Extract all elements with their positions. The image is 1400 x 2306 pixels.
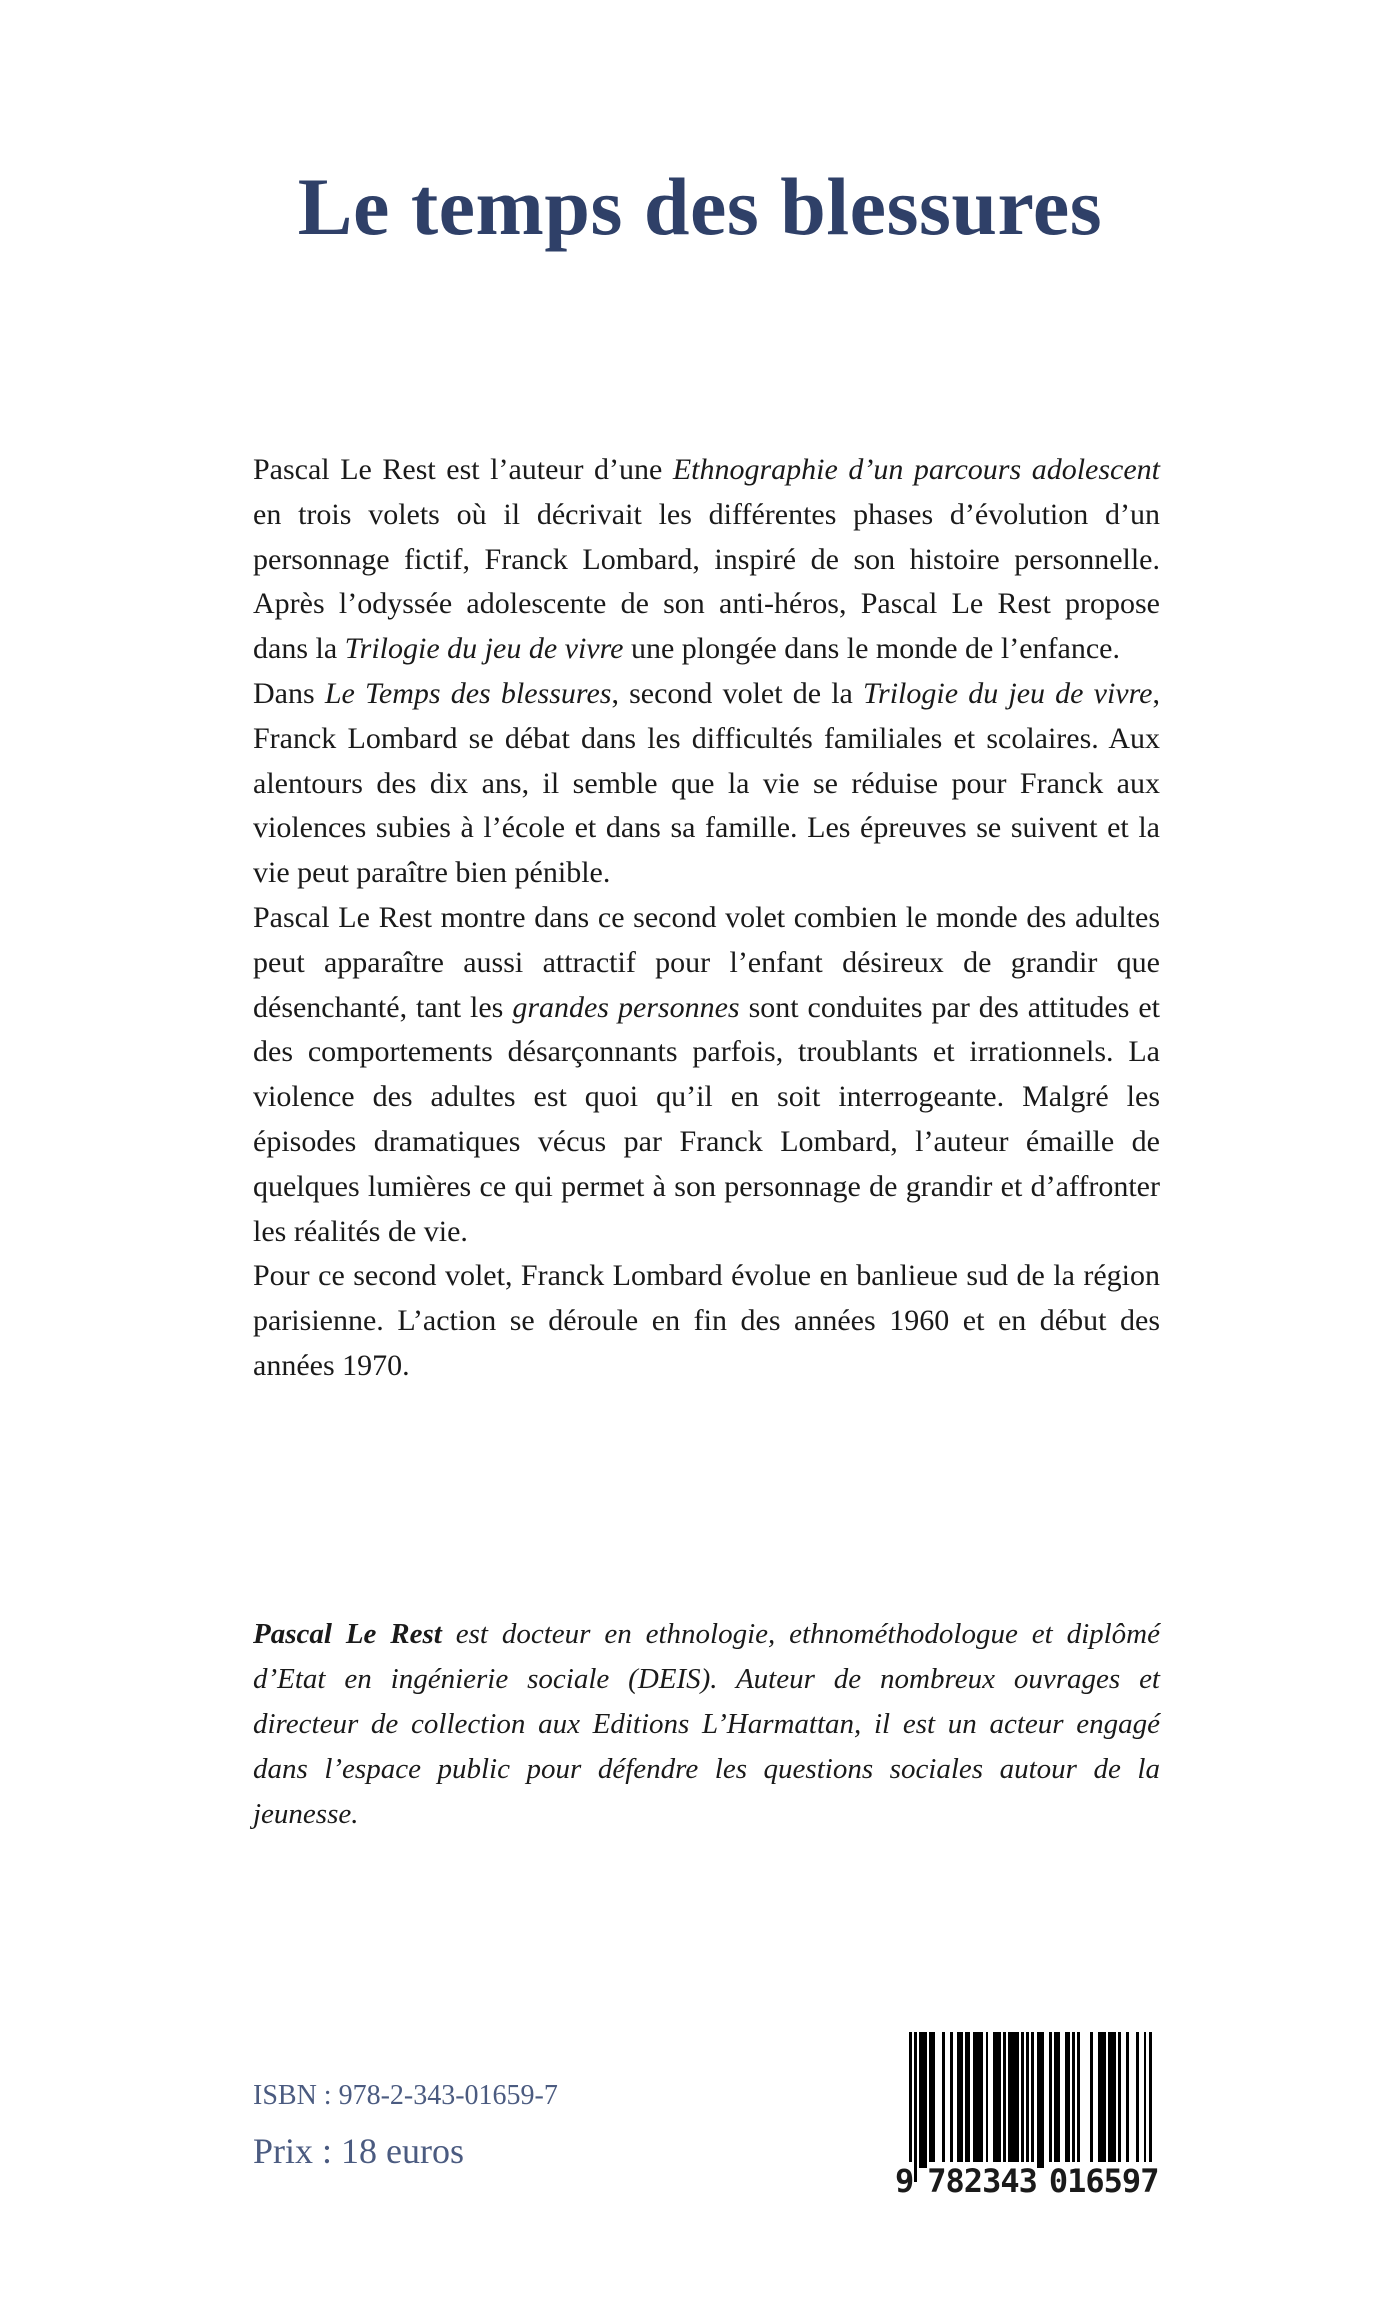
isbn: ISBN : 978-2-343-01659-7 bbox=[253, 2080, 558, 2111]
description-paragraph bbox=[253, 672, 1160, 896]
italic-title: Le Temps des blessures bbox=[324, 676, 612, 710]
text: Dans bbox=[253, 676, 325, 710]
barcode-bar bbox=[1026, 2032, 1029, 2182]
barcode-bar bbox=[960, 2032, 963, 2168]
text: une plongée dans le monde de l’enfance. bbox=[623, 632, 1120, 666]
barcode-bar bbox=[914, 2032, 917, 2182]
italic-title: Ethnographie d’un parcours adolescent bbox=[672, 453, 1160, 486]
price: Prix : 18 euros bbox=[253, 2131, 464, 2171]
barcode-bar bbox=[1149, 2032, 1152, 2182]
italic-phrase: grandes personnes bbox=[512, 990, 740, 1024]
barcode-number bbox=[895, 2162, 1167, 2200]
barcode-bar bbox=[950, 2032, 953, 2168]
author-name: Pascal Le Rest bbox=[253, 1618, 442, 1650]
barcode-bar bbox=[1072, 2032, 1075, 2168]
barcode-bar bbox=[1144, 2032, 1147, 2182]
barcode-bars bbox=[895, 2032, 1167, 2168]
barcode-first-digit: 9 bbox=[895, 2162, 914, 2200]
text: Pascal Le Rest montre dans ce second volet combien le monde des adultes peut apparaître aussi attractif pour l’enfant désireux de grandir que désenchanté, tant les bbox=[253, 900, 1160, 1024]
barcode-bar bbox=[1031, 2032, 1034, 2182]
book-title: Le temps des blessures bbox=[297, 161, 1103, 252]
barcode-bar bbox=[998, 2032, 1001, 2168]
text: sont conduites par des attitudes et des comportements désarçonnants parfois, troublants et irrationnels. La violence des adultes est quoi qu’il en soit interrogeante. Malgré les épisodes dramatiques vécus par Franck Lombard, l’auteur émaille de quelques lumières ce qui permet à son personnage de grandir et d’affronter les réalités de vie. bbox=[253, 990, 1160, 1248]
barcode-bar bbox=[909, 2032, 912, 2182]
barcode-right-group: 016597 bbox=[1048, 2162, 1159, 2200]
barcode-bar bbox=[1136, 2032, 1139, 2168]
italic-title: Trilogie du jeu de vivre bbox=[344, 632, 624, 666]
barcode-bar bbox=[1113, 2032, 1116, 2168]
barcode-bar bbox=[932, 2032, 935, 2168]
barcode-bar bbox=[1016, 2032, 1019, 2168]
barcode-bar bbox=[1067, 2032, 1070, 2168]
description-paragraph bbox=[253, 1254, 1160, 1388]
barcode-bar bbox=[1118, 2032, 1121, 2168]
barcode-bar bbox=[1003, 2032, 1006, 2168]
text: Pascal Le Rest est l’auteur d’une bbox=[253, 453, 673, 486]
description-paragraph bbox=[253, 448, 1160, 672]
barcode-bar bbox=[1103, 2032, 1106, 2168]
barcode-bar bbox=[924, 2032, 927, 2168]
author-bio-text: est docteur en ethnologie, ethnométhodologue et diplômé d’Etat en ingénierie sociale (DEIS). Auteur de nombreux ouvrages et directeur de collection aux Editions L’Harmattan, il est un acteur engagé dans l’espace public pour défendre les questions sociales autour de la jeunesse. bbox=[253, 1618, 1160, 1830]
barcode-bar bbox=[1021, 2032, 1024, 2168]
barcode-bar bbox=[1049, 2032, 1052, 2168]
text: , second volet de la bbox=[611, 676, 864, 710]
author-bio bbox=[253, 1612, 1160, 1837]
barcode-bar bbox=[942, 2032, 945, 2168]
text: en trois volets où il décrivait les différentes phases d’évolution d’un personnage fictif, Franck Lombard, inspiré de son histoire personnelle. Après l’odyssée adolescente de son anti-héros, Pascal Le Rest propose dans la bbox=[253, 497, 1160, 666]
description-paragraph bbox=[253, 896, 1160, 1254]
barcode-bar bbox=[1126, 2032, 1129, 2168]
barcode-bar bbox=[1042, 2032, 1045, 2168]
book-description bbox=[253, 448, 1160, 1389]
barcode-bar bbox=[1090, 2032, 1093, 2168]
text: Pour ce second volet, Franck Lombard évolue en banlieue sud de la région parisienne. L’action se déroule en fin des années 1960 et en début des années 1970. bbox=[253, 1259, 1160, 1382]
text: , Franck Lombard se débat dans les difficultés familiales et scolaires. Aux alentours des dix ans, il semble que la vie se réduise pour Franck aux violences subies à l’école et dans sa famille. Les épreuves se suivent et la vie peut paraître bien pénible. bbox=[253, 676, 1160, 890]
barcode-bar bbox=[1077, 2032, 1080, 2168]
italic-title: Trilogie du jeu de vivre bbox=[863, 676, 1153, 710]
barcode-bar bbox=[1057, 2032, 1060, 2168]
barcode-left-group: 782343 bbox=[927, 2162, 1037, 2200]
barcode bbox=[895, 2032, 1167, 2204]
barcode-bar bbox=[968, 2032, 971, 2168]
barcode-bar bbox=[986, 2032, 989, 2168]
barcode-bar bbox=[980, 2032, 983, 2168]
